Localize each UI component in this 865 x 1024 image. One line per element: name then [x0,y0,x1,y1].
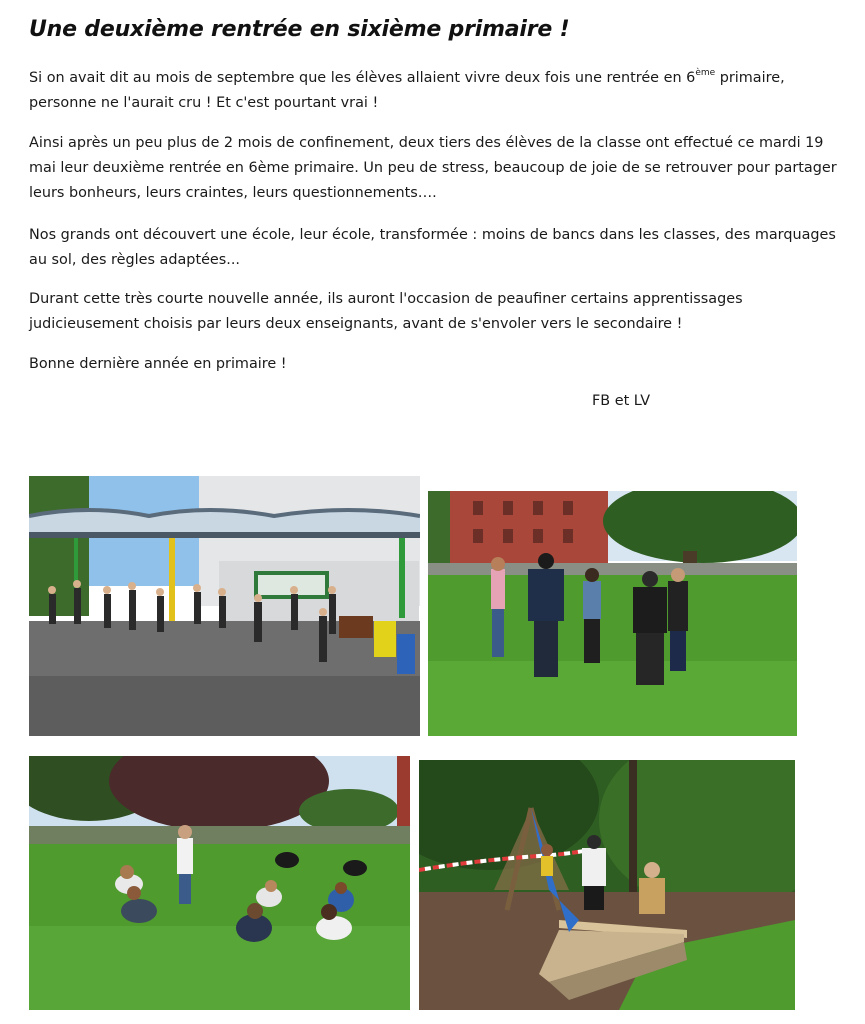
paragraph-closing: Bonne dernière année en primaire ! [29,356,287,372]
photo-playground-canopy [29,476,420,736]
paragraph-short-year: Durant cette très courte nouvelle année, ils auront l'occasion de peaufiner certains apprentissages judicieusement choisis par leurs deux enseignants, avant de s'envoler vers le secondaire ! [29,291,743,332]
paragraph-confinement: Ainsi après un peu plus de 2 mois de confinement, deux tiers des élèves de la classe ont effectué ce mardi 19 mai leur deuxième rentrée en 6ème primaire. Un peu de stress, beaucoup de joie de se retrouver pour partager leurs bonheurs, leurs craintes, leurs questionnements…. [29,135,837,201]
paragraph-school-changes: Nos grands ont découvert une école, leur école, transformée : moins de bancs dans les classes, des marquages au sol, des règles adaptées... [29,227,836,268]
photo-students-lawn [428,491,797,736]
superscript-eme: ème [695,68,716,79]
photo-students-sitting-grass [29,756,410,1010]
paragraph-intro-before: Si on avait dit au mois de septembre que les élèves allaient vivre deux fois une rentrée en 6 [29,70,696,86]
paragraph-intro [29,66,844,116]
article-title: Une deuxième rentrée en sixième primaire ! [29,17,570,42]
signature: FB et LV [592,393,651,409]
photo-climbing-frame [419,760,795,1010]
paragraph-intro-after: primaire, personne ne l'aurait cru ! Et c'est pourtant vrai ! [29,70,785,111]
